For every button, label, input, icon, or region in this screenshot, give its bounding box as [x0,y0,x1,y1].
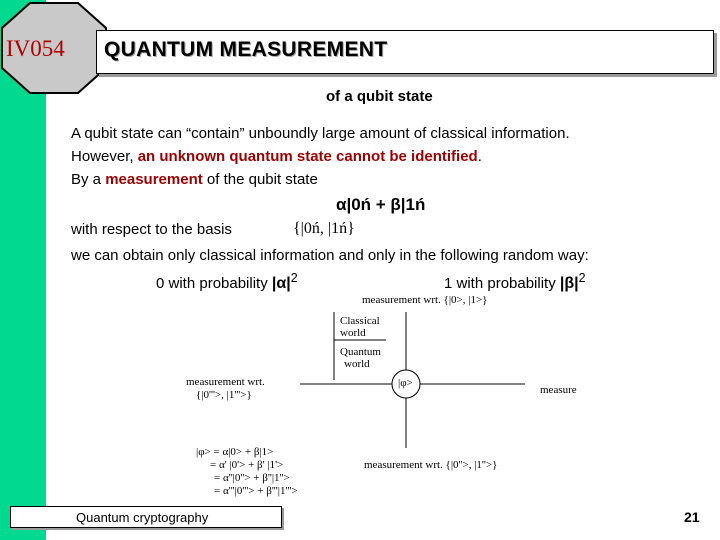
state-equation-4: = α'''|0'''> + β'''|1'''> [214,485,298,497]
diagram-center-label: |φ> [398,377,413,389]
body-line-3-a: By a [71,171,106,188]
slide-subtitle: of a qubit state [326,88,433,105]
diagram-top-label: measurement wrt. {|0>, |1>} [362,294,488,306]
classical-label-1: Classical [340,315,380,327]
body-line-4: with respect to the basis [71,221,232,238]
quantum-label-1: Quantum [340,346,381,358]
body-line-2-c: . [477,148,482,165]
quantum-label-2: world [344,358,370,370]
body-line-2-a: However, [71,148,138,165]
qubit-formula: α|0ń + β|1ń [336,195,426,214]
basis-formula: {|0ń, |1ń} [293,220,355,237]
prob1-exponent: 2 [578,271,586,285]
prob1-value: |β| [559,275,579,292]
course-code: IV054 [6,36,65,61]
prob0-text: 0 with probability [156,275,272,292]
diagram-left-label-1: measurement wrt. [186,376,265,388]
diagram-bottom-label: measurement wrt. {|0''>, |1''>} [364,459,498,471]
emphasis-unknown-state: an unknown quantum state cannot be identified [137,148,478,165]
footer-title: Quantum cryptography [76,510,209,525]
prob0-exponent: 2 [290,271,298,285]
classical-label-2: world [340,327,366,339]
body-line-1: A qubit state can “contain” unboundly large amount of classical information. [71,125,570,142]
state-equation-2: = α' |0'> + β' |1'> [210,459,284,471]
prob0-value: |α| [271,275,291,292]
diagram-left-label-2: {|0'''>, |1'''>} [196,389,252,401]
page-number: 21 [684,509,700,525]
diagram-right-label: measure [540,384,577,396]
body-line-3-c: of the qubit state [202,171,318,188]
state-equation-1: |φ> = α|0> + β|1> [196,446,274,458]
slide-title: QUANTUM MEASUREMENT [104,38,388,61]
prob1-text: 1 with probability [444,275,560,292]
emphasis-measurement: measurement [105,171,203,188]
body-line-5: we can obtain only classical information and only in the following random way: [71,247,589,264]
state-equation-3: = α''|0''> + β''|1''> [214,472,290,484]
